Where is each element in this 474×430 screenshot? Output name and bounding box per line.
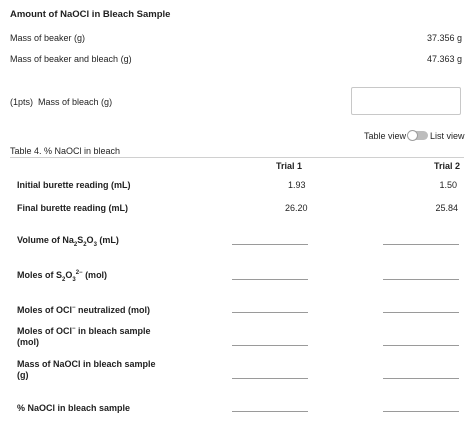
column-header-trial-1: Trial 1 [276,161,303,171]
mass-beaker-bleach-label: Mass of beaker and bleach (g) [10,54,132,64]
table-caption: Table 4. % NaOCl in bleach [10,146,121,156]
volume-trial-1-answer-line[interactable] [232,244,308,245]
table-view-label[interactable]: Table view [364,131,407,141]
volume-thiosulfate-label: Volume of $Na_2S_2O_3$ (mL) [17,235,119,248]
table-divider [10,157,464,158]
moles-ocl-bleach-label: Moles of OCl− in bleach sample (mol) [17,326,151,347]
moles-thio-trial-1-answer-line[interactable] [232,279,308,280]
moles-ocl-bleach-trial-2-answer-line[interactable] [383,345,459,346]
mass-beaker-label: Mass of beaker (g) [10,33,86,43]
section-title: Amount of NaOCl in Bleach Sample [10,9,171,20]
mass-naocl-label: Mass of NaOCl in bleach sample (g) [17,359,156,380]
mass-bleach-label: Mass of bleach (g) [38,97,113,107]
moles-thio-trial-2-answer-line[interactable] [383,279,459,280]
initial-burette-trial-2: 1.50 [439,180,457,190]
column-header-trial-2: Trial 2 [433,161,460,171]
mass-naocl-trial-1-answer-line[interactable] [232,378,308,379]
toggle-knob [407,130,418,141]
percent-naocl-label: % NaOCl in bleach sample [17,403,131,413]
mass-naocl-trial-2-answer-line[interactable] [383,378,459,379]
moles-ocl-neutralized-label: Moles of OCl− neutralized (mol) [17,305,151,315]
percent-naocl-trial-2-answer-line[interactable] [383,411,459,412]
mass-beaker-value: 37.356 g [426,33,462,43]
moles-ocl-bleach-trial-1-answer-line[interactable] [232,345,308,346]
volume-trial-2-answer-line[interactable] [383,244,459,245]
list-view-label[interactable]: List view [430,131,465,141]
final-burette-trial-2: 25.84 [435,203,458,213]
view-toggle-switch[interactable] [408,131,428,140]
mass-beaker-bleach-value: 47.363 g [426,54,462,64]
final-burette-trial-1: 26.20 [285,203,308,213]
initial-burette-trial-1: 1.93 [288,180,306,190]
final-burette-label: Final burette reading (mL) [17,203,129,213]
mass-bleach-input[interactable] [351,87,461,115]
points-label: (1pts) [10,97,34,107]
moles-ocl-neutralized-trial-1-answer-line[interactable] [232,312,308,313]
percent-naocl-trial-1-answer-line[interactable] [232,411,308,412]
initial-burette-label: Initial burette reading (mL) [17,180,131,190]
moles-thiosulfate-label: Moles of $S_2O_3^{2-}$ (mol) [17,270,108,283]
mass-bleach-question [10,97,112,107]
moles-ocl-neutralized-trial-2-answer-line[interactable] [383,312,459,313]
